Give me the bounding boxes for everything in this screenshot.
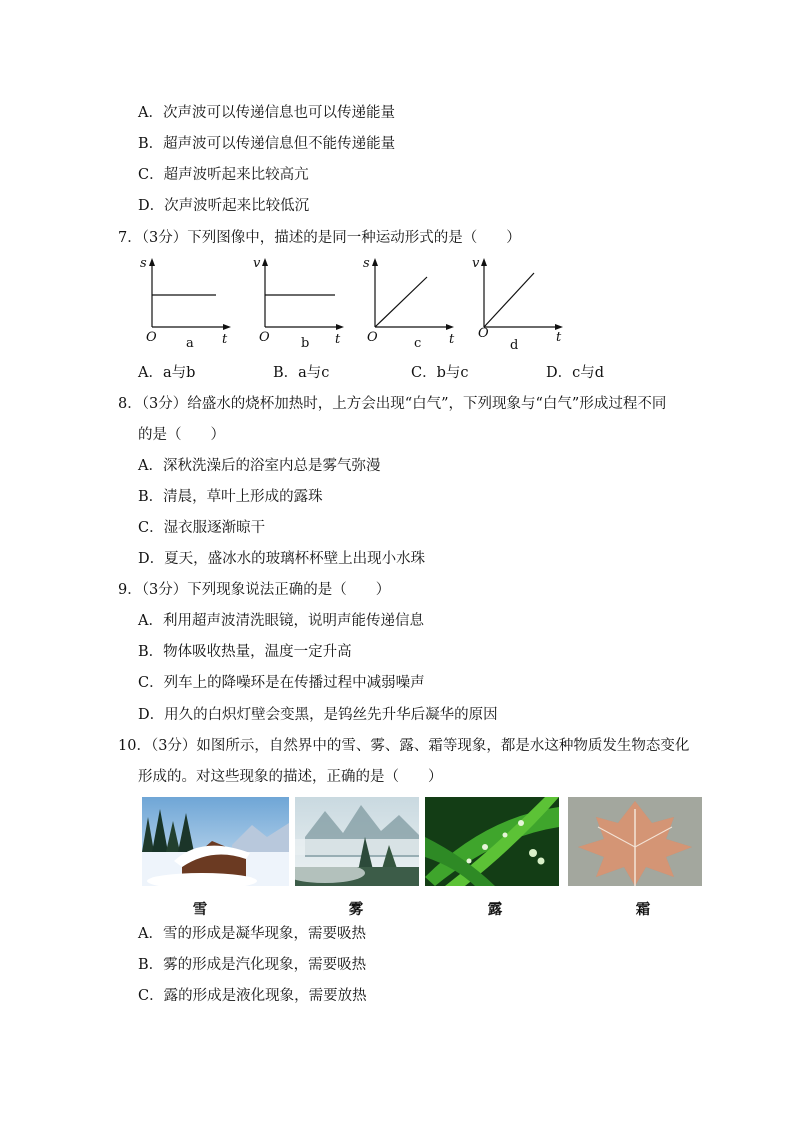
graph-c-y-label: s	[363, 256, 370, 271]
dew-caption: 露	[487, 901, 503, 918]
graph-a-x-label: t	[222, 332, 228, 347]
graph-d-caption: d	[510, 338, 519, 353]
graph-c-line	[375, 277, 427, 327]
graph-a-y-arrow	[149, 258, 155, 266]
graph-b-origin: O	[259, 330, 270, 345]
q10-stem-line1: 10．（3分）如图所示，自然界中的雪、雾、露、霜等现象，都是水这种物质发生物态变化	[118, 738, 690, 754]
fog-photo	[295, 797, 419, 886]
graph-a-y-label: s	[140, 256, 147, 271]
graph-b-x-label: t	[335, 332, 341, 347]
graph-b	[253, 255, 353, 350]
q6-option-c: C．超声波听起来比较高亢	[138, 167, 309, 183]
graph-c-y-arrow	[372, 258, 378, 266]
snow-caption: 雪	[192, 901, 208, 918]
q9-option-b: B．物体吸收热量，温度一定升高	[138, 644, 352, 660]
graph-d-y-label: v	[472, 256, 480, 271]
graph-a-x-arrow	[223, 324, 231, 330]
q10-stem-line2: 形成的。对这些现象的描述，正确的是（ ）	[138, 769, 443, 785]
graph-d	[472, 255, 572, 353]
graph-a-caption: a	[186, 336, 194, 351]
graph-c-x-arrow	[446, 324, 454, 330]
q6-option-d: D．次声波听起来比较低沉	[138, 198, 310, 214]
q8-option-c: C．湿衣服逐渐晾干	[138, 520, 266, 536]
graph-c-origin: O	[367, 330, 378, 345]
q8-stem-line1: 8．（3分）给盛水的烧杯加热时，上方会出现“白气”，下列现象与“白气”形成过程不同	[118, 396, 667, 412]
q8-option-d: D．夏天，盛冰水的玻璃杯杯壁上出现小水珠	[138, 551, 426, 567]
snow-photo	[142, 797, 289, 886]
graph-d-y-arrow	[481, 258, 487, 266]
graph-a	[140, 255, 240, 350]
q6-option-a: A．次声波可以传递信息也可以传递能量	[138, 105, 395, 121]
q8-option-b: B．清晨，草叶上形成的露珠	[138, 489, 323, 505]
q6-option-b: B．超声波可以传递信息但不能传递能量	[138, 136, 396, 152]
graph-d-x-label: t	[556, 330, 562, 345]
frost-caption: 霜	[635, 901, 651, 918]
q7-stem: 7．（3分）下列图像中，描述的是同一种运动形式的是（ ）	[118, 230, 521, 246]
q8-stem-line2: 的是（ ）	[138, 427, 225, 443]
q10-option-c: C．露的形成是液化现象，需要放热	[138, 988, 367, 1004]
graph-d-line	[484, 273, 534, 327]
graph-b-y-arrow	[262, 258, 268, 266]
q9-option-c: C．列车上的降噪环是在传播过程中减弱噪声	[138, 675, 425, 691]
graph-d-origin: O	[478, 326, 489, 341]
q7-option-b: B．a与c	[273, 365, 330, 381]
fog-caption: 雾	[348, 901, 364, 918]
graph-b-caption: b	[301, 336, 310, 351]
graph-a-origin: O	[146, 330, 157, 345]
q9-option-d: D．用久的白炽灯壁会变黑，是钨丝先升华后凝华的原因	[138, 707, 498, 723]
q7-option-a: A．a与b	[138, 365, 196, 381]
graph-c	[363, 255, 463, 350]
graph-b-x-arrow	[336, 324, 344, 330]
q10-option-a: A．雪的形成是凝华现象，需要吸热	[138, 926, 366, 942]
q9-option-a: A．利用超声波清洗眼镜，说明声能传递信息	[138, 613, 424, 629]
q7-option-d: D．c与d	[546, 365, 605, 381]
q7-option-c: C．b与c	[411, 365, 469, 381]
graph-b-y-label: v	[253, 256, 261, 271]
q10-option-b: B．雾的形成是汽化现象，需要吸热	[138, 957, 367, 973]
frost-photo	[568, 797, 702, 886]
graph-c-x-label: t	[449, 332, 455, 347]
dew-photo	[425, 797, 559, 886]
graph-c-caption: c	[414, 336, 422, 351]
q8-option-a: A．深秋洗澡后的浴室内总是雾气弥漫	[138, 458, 381, 474]
q9-stem: 9．（3分）下列现象说法正确的是（ ）	[118, 582, 391, 598]
